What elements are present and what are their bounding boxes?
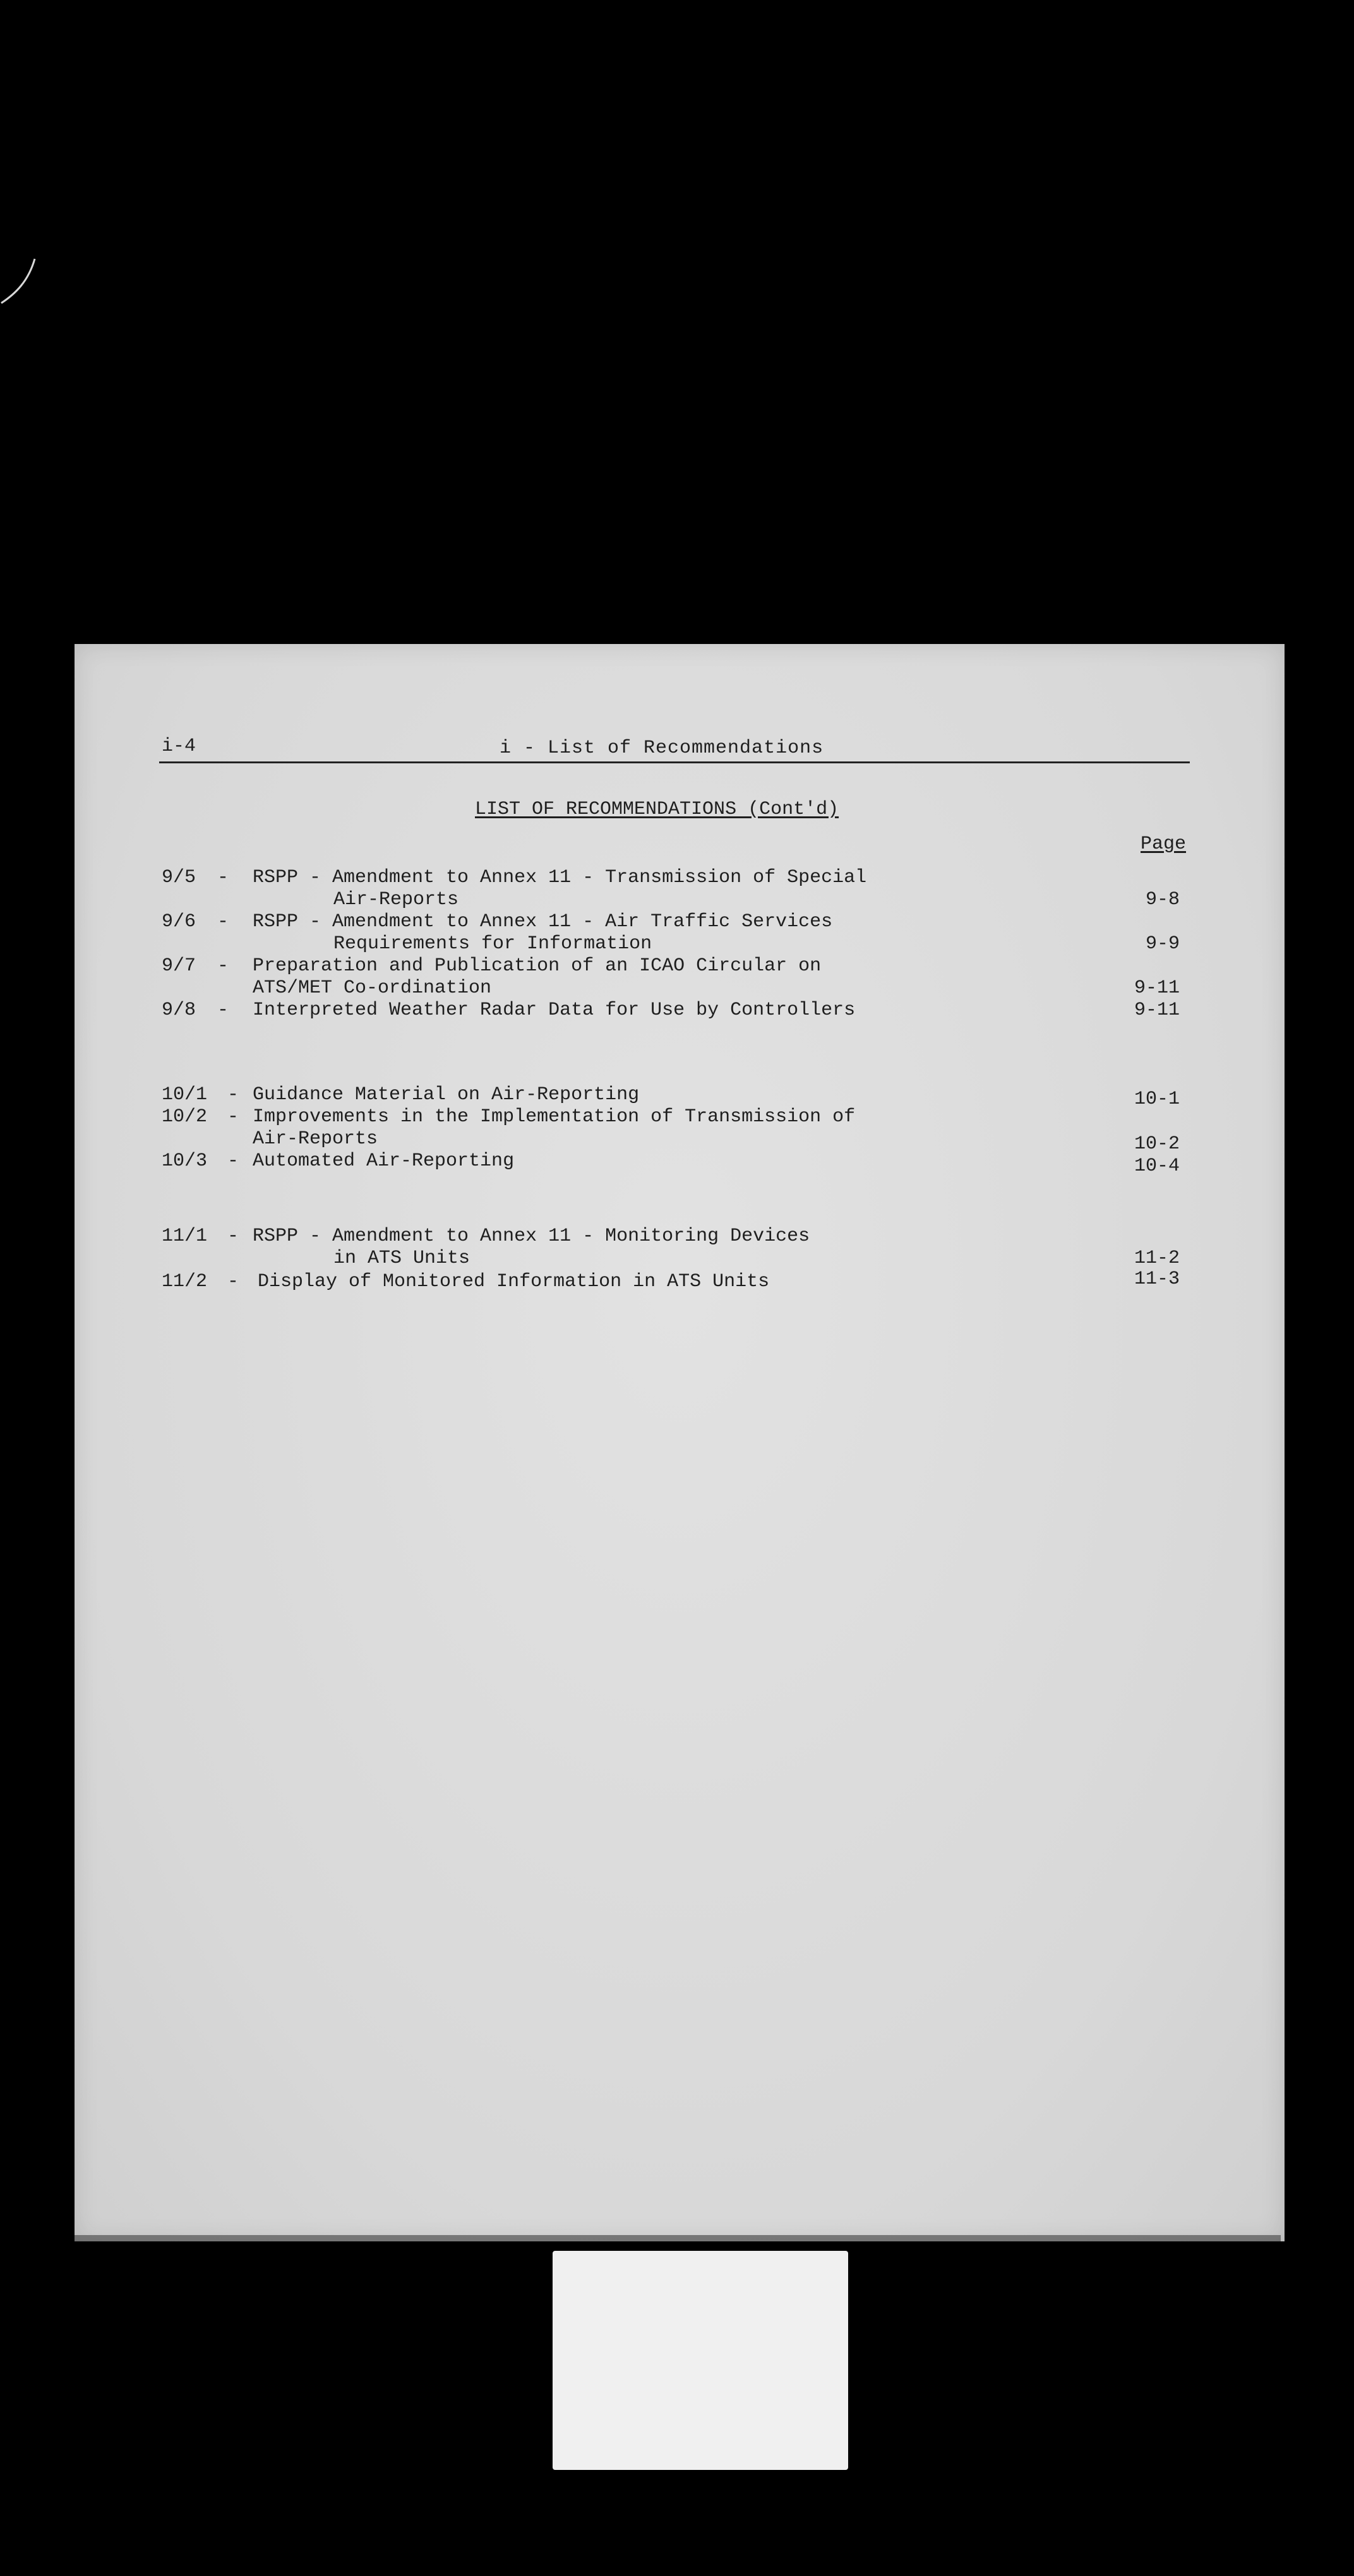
list-title: LIST OF RECOMMENDATIONS (Cont'd) <box>475 799 839 820</box>
entry-number: 11/2 <box>162 1271 208 1292</box>
page-column-heading: Page <box>1141 833 1187 855</box>
running-title: i - List of Recommendations <box>500 737 824 759</box>
blank-target-card <box>553 2251 848 2470</box>
entry-page: 10-2 <box>1134 1133 1180 1155</box>
entry-title-line1: Interpreted Weather Radar Data for Use by Controllers <box>253 999 856 1021</box>
entry-dash: - <box>227 1271 239 1292</box>
entry-dash: - <box>217 999 229 1021</box>
entry-page: 9-11 <box>1134 999 1180 1021</box>
entry-title-line1: Preparation and Publication of an ICAO Circular on <box>253 955 822 977</box>
entry-page: 11-3 <box>1134 1268 1180 1290</box>
entry-title-line1: RSPP - Amendment to Annex 11 - Transmission of Special <box>253 867 867 888</box>
film-scratch-mark <box>0 256 38 306</box>
entry-number: 10/3 <box>162 1150 208 1172</box>
entry-number: 11/1 <box>162 1225 208 1247</box>
entry-title-line1: RSPP - Amendment to Annex 11 - Air Traffic Services <box>253 911 833 933</box>
entry-title-line1: Display of Monitored Information in ATS Units <box>258 1271 770 1292</box>
entry-title-line1: Automated Air-Reporting <box>253 1150 515 1172</box>
entry-title-line2: Air-Reports <box>253 1128 378 1150</box>
header-rule <box>159 761 1190 763</box>
entry-title-line1: Improvements in the Implementation of Transmission of <box>253 1106 856 1128</box>
entry-page: 9-8 <box>1146 889 1180 910</box>
entry-title-line2: Requirements for Information <box>333 933 652 955</box>
entry-dash: - <box>217 867 229 888</box>
entry-dash: - <box>227 1084 239 1106</box>
entry-number: 10/1 <box>162 1084 208 1106</box>
page-bottom-edge <box>75 2235 1281 2241</box>
entry-page: 10-1 <box>1134 1088 1180 1110</box>
entry-page: 9-9 <box>1146 933 1180 955</box>
entry-dash: - <box>217 955 229 977</box>
entry-number: 9/7 <box>162 955 196 977</box>
entry-page: 9-11 <box>1134 977 1180 999</box>
entry-dash: - <box>227 1225 239 1247</box>
entry-title-line2: Air-Reports <box>333 889 459 910</box>
entry-number: 9/5 <box>162 867 196 888</box>
entry-number: 9/6 <box>162 911 196 933</box>
page-number-header: i-4 <box>162 736 196 757</box>
entry-dash: - <box>217 911 229 933</box>
entry-dash: - <box>227 1150 239 1172</box>
entry-number: 9/8 <box>162 999 196 1021</box>
entry-number: 10/2 <box>162 1106 208 1128</box>
entry-title-line2: ATS/MET Co-ordination <box>253 977 492 999</box>
entry-title-line1: Guidance Material on Air-Reporting <box>253 1084 640 1106</box>
entry-dash: - <box>227 1106 239 1128</box>
entry-page: 11-2 <box>1134 1248 1180 1269</box>
entry-title-line1: RSPP - Amendment to Annex 11 - Monitoring Devices <box>253 1225 810 1247</box>
entry-page: 10-4 <box>1134 1155 1180 1177</box>
entry-title-line2: in ATS Units <box>333 1248 470 1269</box>
